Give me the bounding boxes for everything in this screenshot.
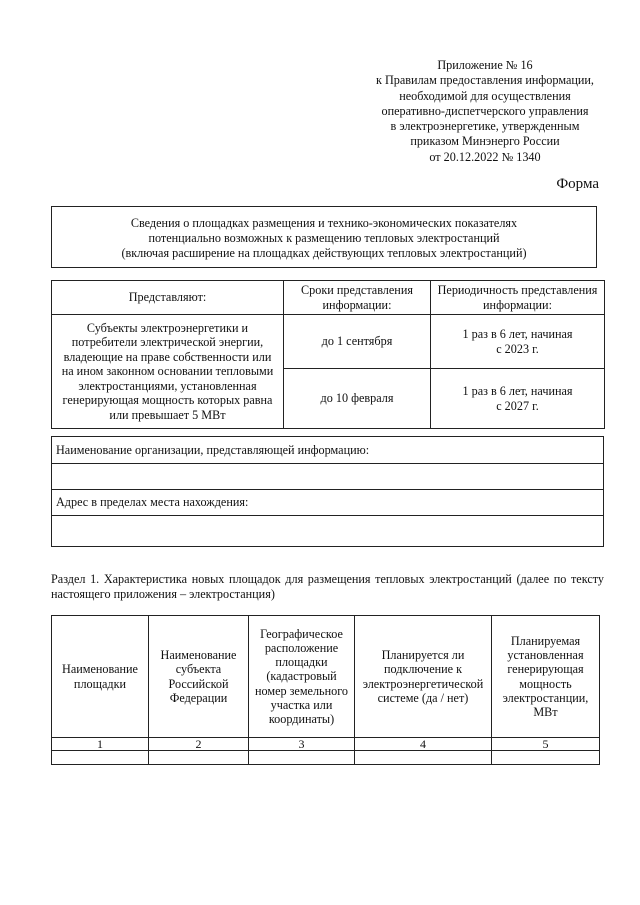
form-label: Форма [556,176,599,192]
column-number: 1 [52,738,149,751]
table-row [52,751,600,765]
column-number: 4 [355,738,492,751]
section-1-heading: Раздел 1. Характеристика новых площадок для размещения тепловых электростанций (далее по тексту настоящего приложения – электростанция) [51,572,604,601]
deadline-cell: до 1 сентября [284,315,431,369]
address-label: Адрес в пределах места нахождения: [52,490,604,516]
header-submitters: Представляют: [52,281,284,315]
periodicity-cell: 1 раз в 6 лет, начиная с 2027 г. [431,369,605,429]
column-location: Географическое расположение площадки (кадастровый номер земельного участка или координаты) [249,616,355,738]
address-field[interactable] [52,516,604,547]
column-site-name: Наименование площадки [52,616,149,738]
empty-cell[interactable] [249,751,355,765]
empty-cell[interactable] [149,751,249,765]
appendix-line: необходимой для осуществления [399,88,571,103]
document-title-box [51,206,597,268]
periodicity-cell: 1 раз в 6 лет, начиная с 2023 г. [431,315,605,369]
header-periodicity: Периодичность представления информации: [431,281,605,315]
sites-table [51,615,600,765]
appendix-line: Приложение № 16 [437,58,533,72]
appendix-header [340,58,630,165]
organization-info-table [51,436,604,547]
column-number: 3 [249,738,355,751]
appendix-line: в электроэнергетике, утвержденным [390,119,580,134]
appendix-line: к Правилам предоставления информации, [376,73,594,88]
org-name-field[interactable] [52,464,604,490]
empty-cell[interactable] [492,751,600,765]
appendix-line: оперативно-диспетчерского управления [381,103,589,118]
appendix-line: приказом Минэнерго России [410,134,560,149]
title-line: (включая расширение на площадках действующих тепловых электростанций) [121,246,527,260]
deadline-cell: до 10 февраля [284,369,431,429]
column-region: Наименование субъекта Российской Федерации [149,616,249,738]
empty-cell[interactable] [52,751,149,765]
title-line: потенциально возможных к размещению тепловых электростанций [148,231,500,245]
column-number: 5 [492,738,600,751]
column-number: 2 [149,738,249,751]
appendix-line: от 20.12.2022 № 1340 [429,149,541,164]
empty-cell[interactable] [355,751,492,765]
submission-table [51,280,605,429]
header-deadline: Сроки представления информации: [284,281,431,315]
org-name-label: Наименование организации, представляющей информацию: [52,437,604,464]
submitters-cell: Субъекты электроэнергетики и потребители электрической энергии, владеющие на праве собственности или на ином законном основании тепловыми электростанциями, установленная генерирующая мощность которых равна или превышает 5 МВт [52,315,284,429]
title-line: Сведения о площадках размещения и технико-экономических показателях [130,216,518,230]
column-grid-connection: Планируется ли подключение к электроэнергетической системе (да / нет) [355,616,492,738]
column-capacity: Планируемая установленная генерирующая мощность электростанции, МВт [492,616,600,738]
